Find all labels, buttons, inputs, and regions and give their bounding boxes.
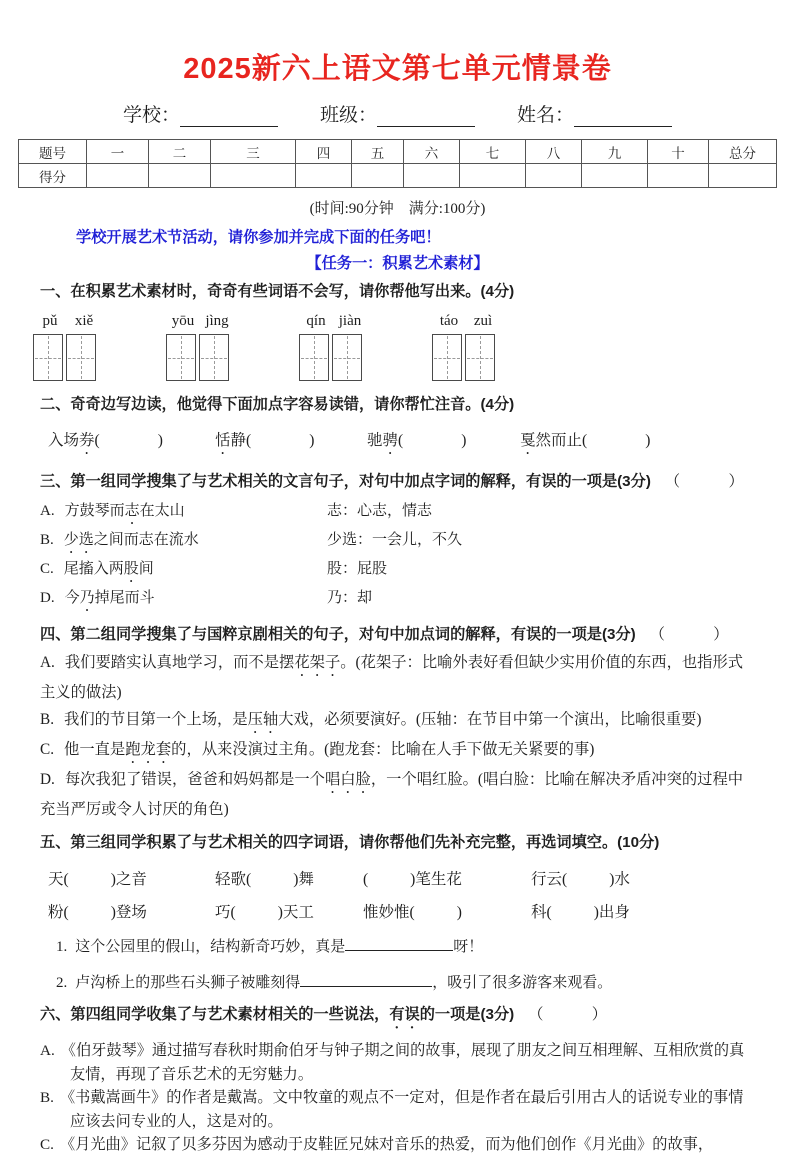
writing-box[interactable]	[33, 334, 63, 381]
option-meaning: 志：心志，情志	[327, 503, 433, 519]
answer-slot[interactable]: （ ）	[664, 473, 750, 490]
annotate-item: 恬静( )	[215, 432, 315, 449]
answer-paren[interactable]: ( )	[562, 871, 615, 888]
col-8: 八	[526, 140, 582, 164]
col-total: 总分	[709, 140, 777, 164]
col-2: 二	[149, 140, 211, 164]
answer-paren[interactable]: ( )	[398, 432, 467, 449]
writing-box[interactable]	[332, 334, 362, 381]
answer-paren[interactable]: ( )	[546, 904, 599, 921]
score-row-label: 得分	[19, 164, 87, 188]
option-b[interactable]: B. 《书戴嵩画牛》的作者是戴嵩。文中牧童的观点不一定对，但是作者在最后引用古人的话说专业的事情应该去问专业的人，这是对的。	[40, 1089, 744, 1130]
word-group-3	[299, 313, 367, 381]
option-a[interactable]: A. 《伯牙鼓琴》通过描写春秋时期俞伯牙与钟子期之间的故事，展现了朋友之间互相理解、互相欣赏的真友情，再现了音乐艺术的无穷魅力。	[40, 1042, 745, 1083]
question-2-items	[40, 428, 755, 458]
word-group-4	[432, 313, 500, 381]
writing-box[interactable]	[465, 334, 495, 381]
name-label: 姓名：	[517, 105, 575, 126]
col-6: 六	[404, 140, 460, 164]
word-blank-item: 科( )出身	[531, 904, 630, 921]
school-field	[123, 100, 278, 127]
question-3-stem: 三、第一组同学搜集了与艺术相关的文言句子，对句中加点字词的解释，有误的一项是(3分) （ ）	[40, 473, 750, 490]
word-blank-item: 轻歌( )舞	[215, 871, 314, 888]
option-c[interactable]: C. 他一直是跑龙套的，从来没演过主角。(跑龙套：比喻在人手下做无关紧要的事)	[40, 740, 595, 758]
score-table-corner: 题号	[19, 140, 87, 164]
question-5-stem: 五、第三组同学积累了与艺术相关的四字词语，请你帮他们先补充完整，再选词填空。(10分)	[40, 834, 660, 851]
question-2-stem: 二、奇奇边写边读，他觉得下面加点字容易读错，请你帮忙注音。(4分)	[40, 396, 515, 413]
col-10: 十	[648, 140, 709, 164]
class-field	[320, 100, 475, 127]
writing-box[interactable]	[299, 334, 329, 381]
annotate-item: 戛然而止( )	[520, 432, 651, 449]
col-3: 三	[211, 140, 296, 164]
word-blank-item: 巧( )天工	[215, 904, 314, 921]
word-blank-item: 粉( )登场	[48, 904, 147, 921]
student-info-row	[40, 100, 755, 127]
pinyin-label: yōu jìng	[171, 313, 229, 329]
time-score-line: (时间:90分钟 满分:100分)	[309, 201, 486, 217]
option-c[interactable]: C. 《月光曲》记叙了贝多芬因为感动于皮鞋匠兄妹对音乐的热爱，而为他们创作《月光曲》的故事，	[40, 1136, 713, 1153]
question-5-words-row-1	[40, 867, 755, 889]
page-title: 2025新六上语文第七单元情景卷	[183, 53, 612, 85]
intro-text: 学校开展艺术节活动，请你参加并完成下面的任务吧！	[76, 229, 441, 246]
answer-paren[interactable]: ( )	[409, 904, 462, 921]
option-d[interactable]: D. 今乃掉尾而斗 乃：却	[40, 586, 755, 615]
exam-paper	[0, 50, 793, 1171]
score-cell[interactable]	[149, 164, 211, 188]
score-cell[interactable]	[526, 164, 582, 188]
score-cell-total[interactable]	[709, 164, 777, 188]
class-input-blank[interactable]	[377, 106, 475, 127]
question-3-options	[40, 499, 755, 615]
score-cell[interactable]	[582, 164, 648, 188]
option-meaning: 乃：却	[327, 590, 373, 606]
option-b[interactable]: B. 少选之间而志在流水 少选：一会儿，不久	[40, 528, 755, 557]
writing-box-pair	[33, 334, 101, 381]
answer-paren[interactable]: ( )	[363, 871, 416, 888]
score-table-header-row	[19, 140, 777, 164]
question-4-stem: 四、第二组同学搜集了与国粹京剧相关的句子，对句中加点词的解释，有误的一项是(3分) （ ）	[40, 626, 735, 643]
answer-paren[interactable]: ( )	[246, 871, 299, 888]
writing-box[interactable]	[66, 334, 96, 381]
school-label: 学校：	[122, 105, 180, 126]
pinyin-label: pǔ xiě	[42, 313, 94, 329]
word-blank-item: 行云( )水	[531, 871, 630, 888]
word-blank-item: ( )笔生花	[363, 871, 462, 888]
name-field	[517, 100, 672, 127]
annotate-item: 驰骋( )	[367, 432, 467, 449]
answer-slot[interactable]: （ ）	[528, 1006, 613, 1023]
question-5-words-row-2	[40, 900, 755, 922]
answer-paren[interactable]: ( )	[246, 432, 315, 449]
option-meaning: 股：屁股	[327, 561, 388, 577]
question-6-stem: 六、第四组同学收集了与艺术素材相关的一些说法，有误的一项是(3分) （ ）	[40, 1006, 613, 1023]
writing-box[interactable]	[432, 334, 462, 381]
col-9: 九	[582, 140, 648, 164]
question-1-writing-area	[33, 313, 755, 381]
answer-blank[interactable]	[345, 935, 453, 951]
score-cell[interactable]	[352, 164, 404, 188]
score-cell[interactable]	[648, 164, 709, 188]
pinyin-label: qín jiàn	[306, 313, 362, 329]
option-meaning: 少选：一会儿，不久	[327, 532, 463, 548]
answer-paren[interactable]: ( )	[63, 904, 116, 921]
name-input-blank[interactable]	[574, 106, 672, 127]
answer-paren[interactable]: ( )	[94, 432, 163, 449]
score-cell[interactable]	[211, 164, 296, 188]
option-c[interactable]: C. 尾搐入两股间 股：屁股	[40, 557, 755, 586]
score-cell[interactable]	[404, 164, 460, 188]
word-group-1	[33, 313, 101, 381]
answer-paren[interactable]: ( )	[63, 871, 116, 888]
score-cell[interactable]	[87, 164, 149, 188]
option-a[interactable]: A. 方鼓琴而志在太山 志：心志，情志	[40, 499, 755, 528]
annotate-item: 入场券( )	[48, 432, 163, 449]
word-blank-item: 惟妙惟( )	[363, 904, 462, 921]
option-a[interactable]: A. 我们要踏实认真地学习，而不是摆花架子。(花架子：比喻外表好看但缺少实用价值的东西，也指形式主义的做法)	[40, 654, 744, 701]
col-5: 五	[352, 140, 404, 164]
col-7: 七	[460, 140, 526, 164]
writing-box-pair	[299, 334, 367, 381]
option-b[interactable]: B. 我们的节目第一个上场，是压轴大戏，必须要演好。(压轴：在节目中第一个演出，比喻很重要)	[40, 710, 702, 728]
writing-box[interactable]	[166, 334, 196, 381]
question-4-options	[40, 650, 755, 823]
school-input-blank[interactable]	[180, 106, 278, 127]
word-blank-item: 天( )之音	[48, 871, 147, 888]
fill-in-sentence-1: 1. 这个公园里的假山，结构新奇巧妙，真是 呀！	[40, 935, 755, 958]
answer-blank[interactable]	[300, 971, 432, 987]
score-cell[interactable]	[460, 164, 526, 188]
col-4: 四	[296, 140, 352, 164]
fill-in-sentence-2: 2. 卢沟桥上的那些石头狮子被雕刻得 ，吸引了很多游客来观看。	[40, 971, 755, 994]
writing-box[interactable]	[199, 334, 229, 381]
answer-paren[interactable]: ( )	[230, 904, 283, 921]
answer-slot[interactable]: （ ）	[649, 626, 735, 643]
class-label: 班级：	[319, 105, 377, 126]
score-cell[interactable]	[296, 164, 352, 188]
answer-paren[interactable]: ( )	[582, 432, 651, 449]
question-6-options	[40, 1039, 755, 1157]
col-1: 一	[87, 140, 149, 164]
word-group-2	[166, 313, 234, 381]
pinyin-label: táo zuì	[439, 313, 493, 329]
writing-box-pair	[432, 334, 500, 381]
question-1-stem: 一、在积累艺术素材时，奇奇有些词语不会写，请你帮他写出来。(4分)	[40, 283, 515, 300]
writing-box-pair	[166, 334, 234, 381]
task-banner: 【任务一：积累艺术素材】	[306, 255, 489, 272]
score-table	[18, 139, 777, 188]
score-table-score-row	[19, 164, 777, 188]
option-d[interactable]: D. 每次我犯了错误，爸爸和妈妈都是一个唱白脸，一个唱红脸。(唱白脸：比喻在解决矛盾冲突的过程中充当严厉或令人讨厌的角色)	[40, 770, 744, 818]
